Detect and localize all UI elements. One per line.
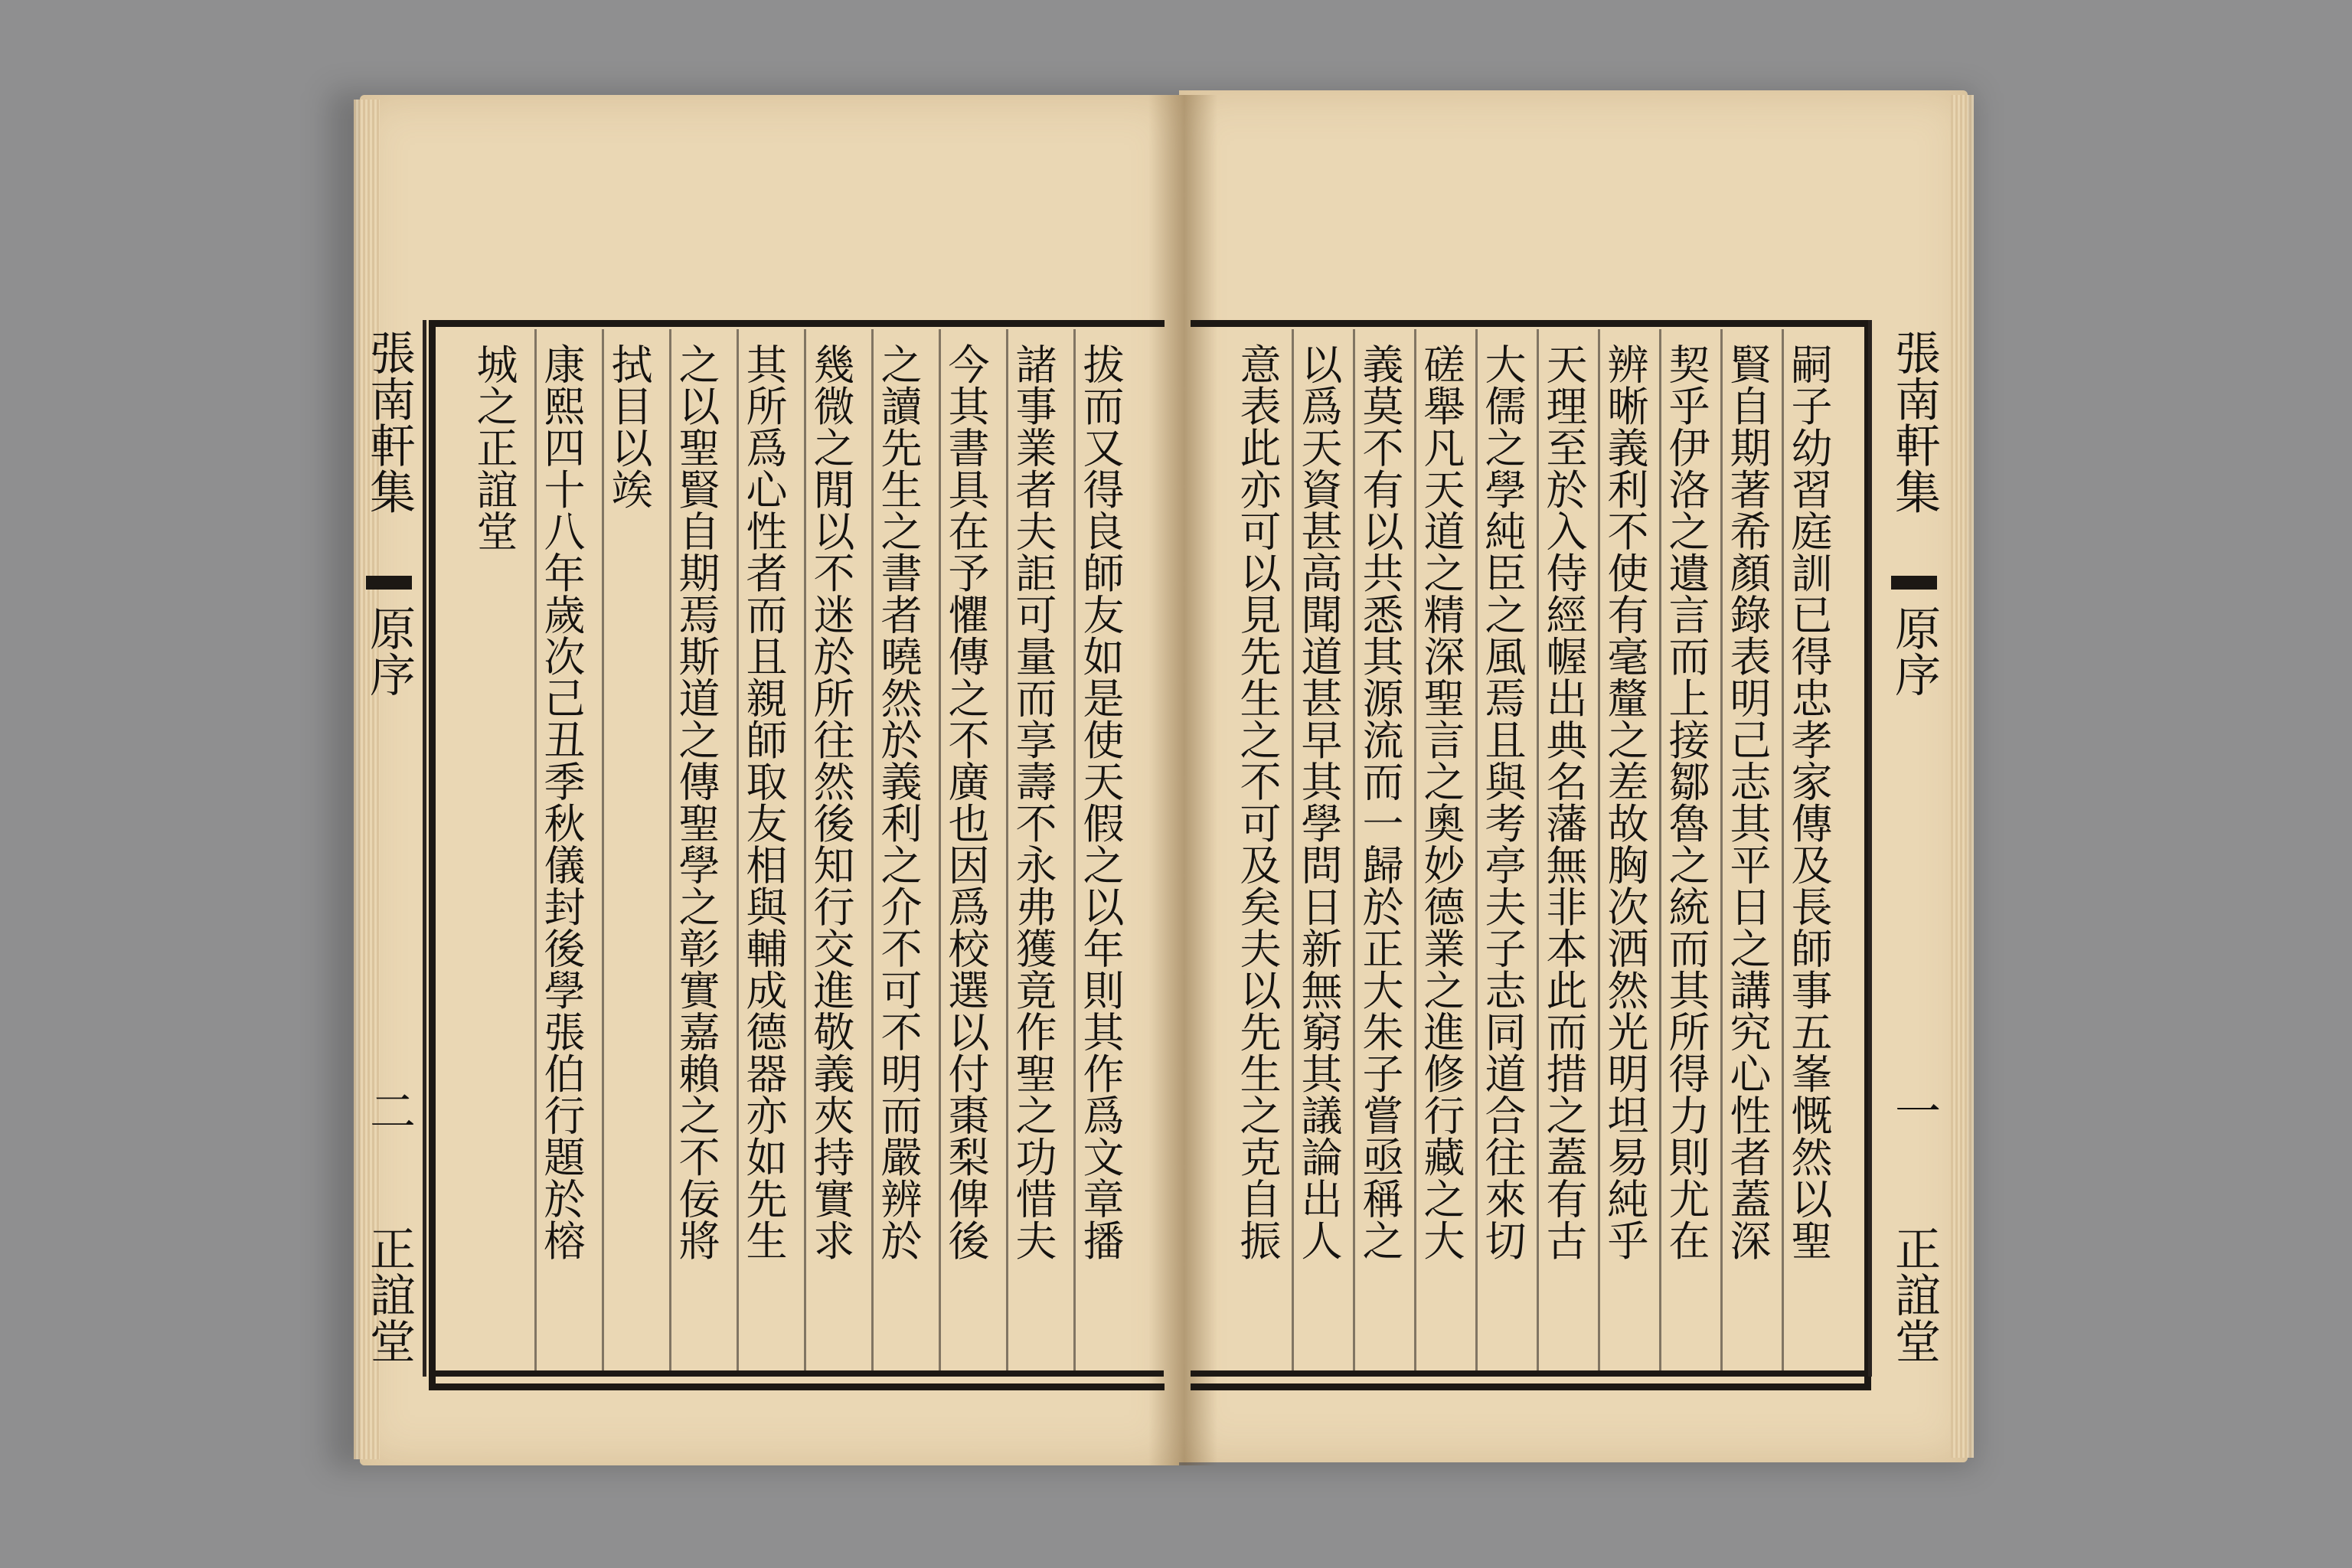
text-column: 以爲天資甚高聞道甚早其學問日新無窮其議論出人 — [1295, 343, 1343, 1261]
column-separator — [669, 329, 671, 1370]
left-margin-title: 張南軒集 — [362, 329, 416, 514]
text-column: 之以聖賢自期焉斯道之傳聖學之彰實嘉賴之不佞將 — [672, 343, 720, 1261]
column-separator — [1598, 329, 1600, 1370]
text-column: 契乎伊洛之遺言而上接鄒魯之統而其所得力則尤在 — [1662, 343, 1710, 1261]
left-folio-number: 二 — [362, 1087, 416, 1134]
column-separator — [804, 329, 806, 1370]
right-folio-number: 一 — [1887, 1087, 1941, 1134]
left-fishtail-mark — [366, 576, 412, 590]
text-column: 辨晰義利不使有毫釐之差故胸次洒然光明坦易純乎 — [1601, 343, 1649, 1261]
text-column: 拭目以竢 — [605, 343, 653, 510]
text-column: 意表此亦可以見先生之不可及矣夫以先生之克自振 — [1233, 343, 1282, 1261]
right-fishtail-mark — [1891, 576, 1937, 590]
column-separator — [1475, 329, 1478, 1370]
text-column: 康熙四十八年歲次己丑季秋儀封後學張伯行題於榕 — [537, 343, 586, 1261]
text-column: 拔而又得良師友如是使天假之以年則其作爲文章播 — [1076, 343, 1125, 1261]
column-separator — [1720, 329, 1723, 1370]
text-column: 今其書具在予懼傳之不廣也因爲校選以付棗梨俾後 — [942, 343, 990, 1261]
text-column: 諸事業者夫詎可量而享壽不永弗獲竟作聖之功惜夫 — [1009, 343, 1057, 1261]
left-banxin-rule — [423, 320, 426, 1377]
text-column: 大儒之學純臣之風焉且與考亭夫子志同道合往來切 — [1478, 343, 1527, 1261]
text-column: 賢自期著希顏錄表明己志其平日之講究心性者蓋深 — [1723, 343, 1772, 1261]
column-separator — [871, 329, 874, 1370]
left-publisher-mark: 正誼堂 — [362, 1225, 416, 1364]
column-separator — [939, 329, 941, 1370]
text-column: 磋舉凡天道之精深聖言之奧妙德業之進修行藏之大 — [1417, 343, 1465, 1261]
column-separator — [1353, 329, 1355, 1370]
left-bottom-rule — [429, 1370, 1164, 1377]
text-column: 城之正誼堂 — [470, 343, 518, 552]
right-page-edge — [1951, 95, 1974, 1458]
text-column: 之讀先生之書者曉然於義利之介不可不明而嚴辨於 — [874, 343, 923, 1261]
column-separator — [1073, 329, 1076, 1370]
column-separator — [1782, 329, 1784, 1370]
column-separator — [1292, 329, 1294, 1370]
right-publisher-mark: 正誼堂 — [1887, 1225, 1941, 1364]
column-separator — [1537, 329, 1539, 1370]
text-column: 幾微之閒以不迷於所往然後知行交進敬義夾持實求 — [807, 343, 855, 1261]
right-bottom-rule — [1191, 1370, 1871, 1377]
right-section-mark: 原序 — [1887, 605, 1941, 697]
left-section-mark: 原序 — [362, 605, 416, 697]
text-column: 其所爲心性者而且親師取友相與輔成德器亦如先生 — [740, 343, 788, 1261]
column-separator — [1659, 329, 1661, 1370]
column-separator — [1006, 329, 1008, 1370]
column-separator — [737, 329, 739, 1370]
text-column: 天理至於入侍經幄出典名藩無非本此而措之蓋有古 — [1540, 343, 1588, 1261]
right-margin-title: 張南軒集 — [1887, 329, 1941, 514]
right-banxin-rule — [1868, 320, 1872, 1377]
text-column: 義莫不有以共悉其源流而一歸於正大朱子嘗亟稱之 — [1356, 343, 1404, 1261]
column-separator — [602, 329, 604, 1370]
column-separator — [1414, 329, 1416, 1370]
column-separator — [534, 329, 537, 1370]
text-column: 嗣子幼習庭訓已得忠孝家傳及長師事五峯慨然以聖 — [1785, 343, 1833, 1261]
